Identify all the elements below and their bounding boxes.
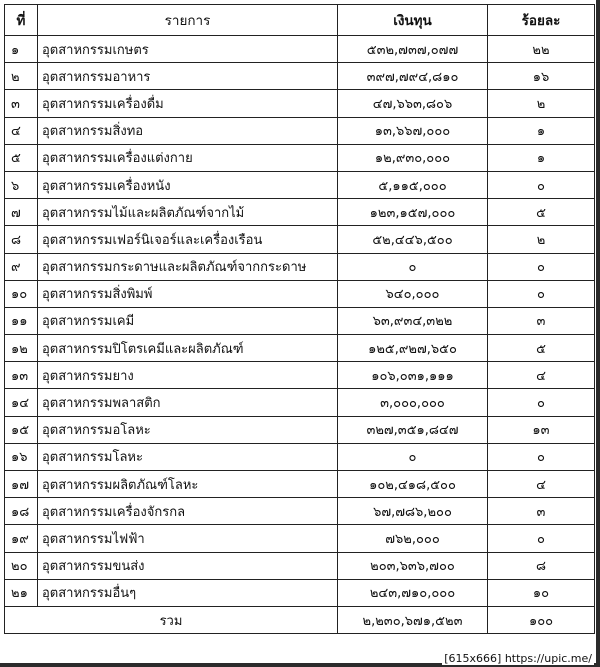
row-number: ๑๙ [5,525,38,552]
row-industry-name: อุตสาหกรรมกระดาษและผลิตภัณฑ์จากกระดาษ [38,253,338,280]
table-row [5,416,595,443]
table-row [5,443,595,470]
row-investment: ๔๗,๖๖๓,๘๐๖ [338,90,488,117]
row-number: ๕ [5,144,38,171]
table-row [5,579,595,606]
row-number: ๑๑ [5,307,38,334]
row-number: ๑๗ [5,471,38,498]
row-industry-name: อุตสาหกรรมไม้และผลิตภัณฑ์จากไม้ [38,199,338,226]
row-number: ๘ [5,226,38,253]
row-number: ๑๘ [5,498,38,525]
table-row [5,90,595,117]
row-number: ๗ [5,199,38,226]
row-investment: ๖๔๐,๐๐๐ [338,280,488,307]
row-investment: ๐ [338,443,488,470]
total-percent: ๑๐๐ [488,606,595,633]
row-investment: ๖๗,๗๘๖,๒๐๐ [338,498,488,525]
row-percent: ๒ [488,90,595,117]
row-industry-name: อุตสาหกรรมไฟฟ้า [38,525,338,552]
row-number: ๒ [5,63,38,90]
header-percent: ร้อยละ [488,5,595,36]
table-row [5,117,595,144]
row-industry-name: อุตสาหกรรมผลิตภัณฑ์โลหะ [38,471,338,498]
row-percent: ๐ [488,443,595,470]
row-investment: ๕๓๒,๗๓๗,๐๗๗ [338,36,488,63]
row-percent: ๑ [488,117,595,144]
table-row [5,471,595,498]
row-number: ๔ [5,117,38,144]
row-industry-name: อุตสาหกรรมอาหาร [38,63,338,90]
row-investment: ๕๒,๔๔๖,๕๐๐ [338,226,488,253]
row-investment: ๑๐๖,๐๓๑,๑๑๑ [338,362,488,389]
row-investment: ๕,๑๑๕,๐๐๐ [338,171,488,198]
table-row [5,144,595,171]
table-row [5,63,595,90]
row-percent: ๕ [488,199,595,226]
row-industry-name: อุตสาหกรรมเครื่องจักรกล [38,498,338,525]
table-row [5,199,595,226]
row-investment: ๒๔๓,๗๑๐,๐๐๐ [338,579,488,606]
row-investment: ๑๒,๙๓๐,๐๐๐ [338,144,488,171]
row-percent: ๑๐ [488,579,595,606]
row-percent: ๓ [488,498,595,525]
row-investment: ๓,๐๐๐,๐๐๐ [338,389,488,416]
row-industry-name: อุตสาหกรรมยาง [38,362,338,389]
row-number: ๒๐ [5,552,38,579]
row-industry-name: อุตสาหกรรมสิ่งพิมพ์ [38,280,338,307]
row-investment: ๒๐๓,๖๓๖,๗๐๐ [338,552,488,579]
row-number: ๙ [5,253,38,280]
table-row [5,171,595,198]
header-row [5,5,595,36]
row-industry-name: อุตสาหกรรมเครื่องแต่งกาย [38,144,338,171]
row-percent: ๐ [488,280,595,307]
table-row [5,226,595,253]
row-investment: ๐ [338,253,488,280]
row-percent: ๑๖ [488,63,595,90]
row-percent: ๑ [488,144,595,171]
total-label: รวม [5,606,338,633]
row-investment: ๑๒๓,๑๕๗,๐๐๐ [338,199,488,226]
row-percent: ๒๒ [488,36,595,63]
row-percent: ๒ [488,226,595,253]
row-number: ๓ [5,90,38,117]
table-row [5,335,595,362]
row-investment: ๑๒๕,๙๒๗,๖๕๐ [338,335,488,362]
row-number: ๒๑ [5,579,38,606]
row-percent: ๐ [488,253,595,280]
row-industry-name: อุตสาหกรรมเฟอร์นิเจอร์และเครื่องเรือน [38,226,338,253]
row-industry-name: อุตสาหกรรมเครื่องหนัง [38,171,338,198]
row-number: ๑๒ [5,335,38,362]
row-industry-name: อุตสาหกรรมขนส่ง [38,552,338,579]
table-row [5,498,595,525]
table-row [5,280,595,307]
row-industry-name: อุตสาหกรรมอโลหะ [38,416,338,443]
table-row [5,362,595,389]
header-item: รายการ [38,5,338,36]
table-row [5,36,595,63]
industry-investment-table [4,4,595,634]
row-number: ๑๕ [5,416,38,443]
row-industry-name: อุตสาหกรรมโลหะ [38,443,338,470]
row-investment: ๑๓,๖๖๗,๐๐๐ [338,117,488,144]
header-no: ที่ [5,5,38,36]
row-industry-name: อุตสาหกรรมอื่นๆ [38,579,338,606]
table-row [5,389,595,416]
row-industry-name: อุตสาหกรรมเกษตร [38,36,338,63]
row-percent: ๐ [488,389,595,416]
table-row [5,552,595,579]
header-investment: เงินทุน [338,5,488,36]
row-investment: ๓๒๗,๓๕๑,๘๔๗ [338,416,488,443]
row-industry-name: อุตสาหกรรมเครื่องดื่ม [38,90,338,117]
row-number: ๖ [5,171,38,198]
table-row [5,307,595,334]
row-number: ๑๓ [5,362,38,389]
row-number: ๑๐ [5,280,38,307]
row-investment: ๑๐๒,๔๑๘,๕๐๐ [338,471,488,498]
row-industry-name: อุตสาหกรรมพลาสติก [38,389,338,416]
row-investment: ๖๓,๙๓๔,๓๒๒ [338,307,488,334]
row-industry-name: อุตสาหกรรมเคมี [38,307,338,334]
total-investment: ๒,๒๓๐,๖๗๑,๕๒๓ [338,606,488,633]
total-row [5,606,595,633]
row-percent: ๕ [488,335,595,362]
watermark-text: [615x666] https://upic.me/ [444,652,592,665]
row-percent: ๐ [488,525,595,552]
row-percent: ๔ [488,362,595,389]
row-percent: ๔ [488,471,595,498]
row-percent: ๐ [488,171,595,198]
row-number: ๑๔ [5,389,38,416]
row-investment: ๓๙๗,๗๙๔,๘๑๐ [338,63,488,90]
row-percent: ๑๓ [488,416,595,443]
table-row [5,525,595,552]
row-industry-name: อุตสาหกรรมสิ่งทอ [38,117,338,144]
row-percent: ๓ [488,307,595,334]
row-number: ๑๖ [5,443,38,470]
row-investment: ๗๖๒,๐๐๐ [338,525,488,552]
row-industry-name: อุตสาหกรรมปิโตรเคมีและผลิตภัณฑ์ [38,335,338,362]
row-percent: ๘ [488,552,595,579]
table-row [5,253,595,280]
row-number: ๑ [5,36,38,63]
